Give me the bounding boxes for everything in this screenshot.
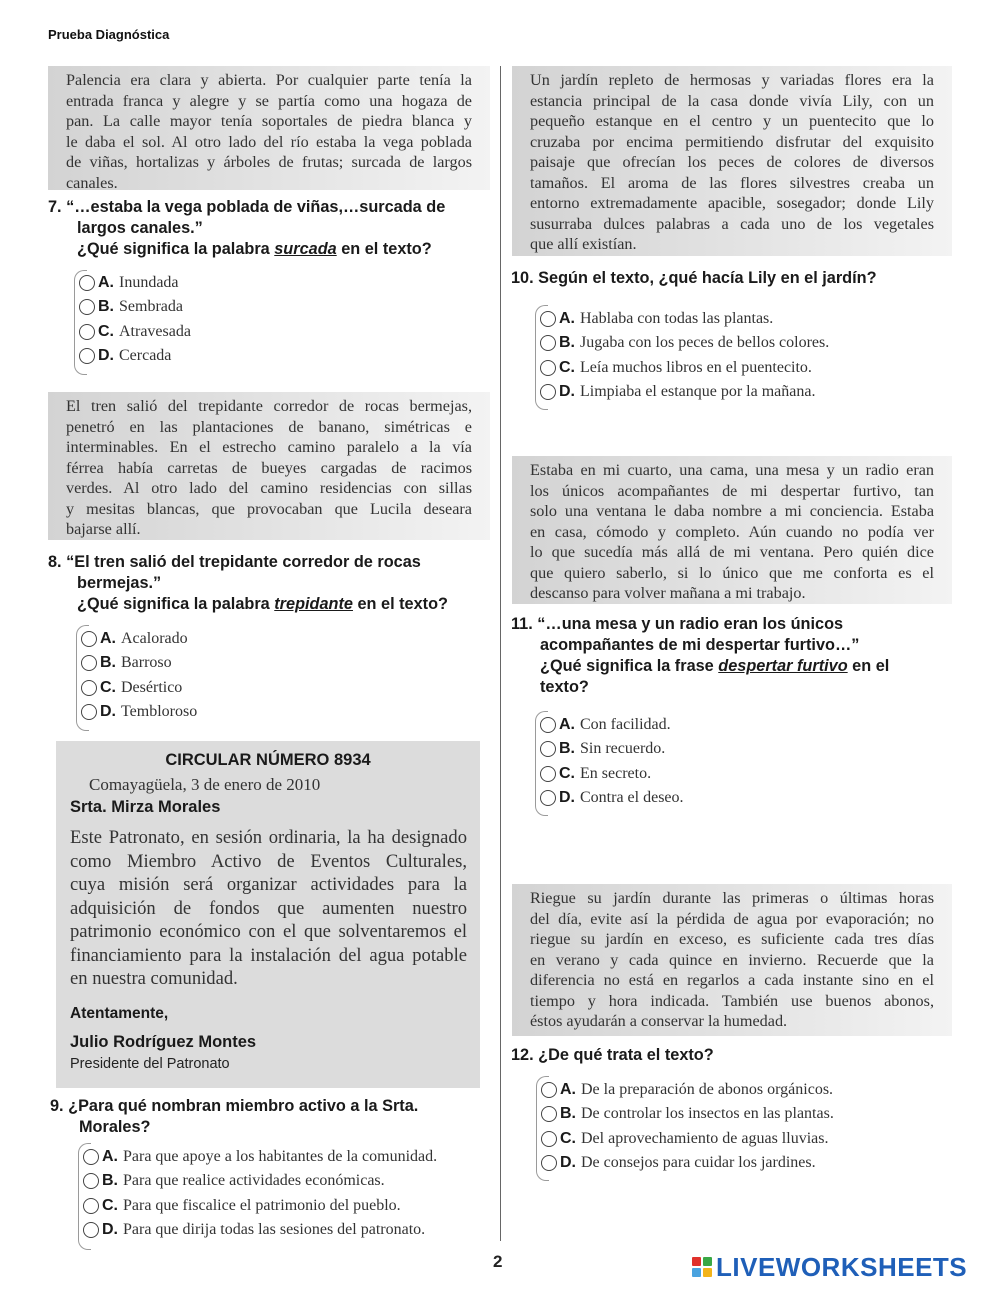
radio-button[interactable]: [540, 790, 556, 806]
option-letter: D.: [98, 347, 114, 365]
text-line: bajarse allí.: [66, 520, 141, 538]
option-letter: A.: [102, 1148, 118, 1166]
question-text: en el: [847, 657, 890, 675]
text-line: descanso para volver mañana a mi trabajo.: [530, 584, 806, 602]
question-text: Según el texto, ¿qué hacía Lily en el jardín?: [538, 269, 877, 287]
radio-button[interactable]: [540, 384, 556, 400]
question-text: en el texto?: [352, 595, 448, 613]
text-line: paisaje que ofrecían los peces de colores de diversos: [530, 153, 934, 171]
radio-button[interactable]: [541, 1155, 557, 1171]
option-text: Acalorado: [121, 630, 188, 648]
radio-button[interactable]: [540, 360, 556, 376]
column-divider: [500, 66, 501, 1241]
option-text: De la preparación de abonos orgánicos.: [581, 1081, 834, 1099]
reading-passage-12: [512, 884, 952, 1036]
text-line: de viñas, hortalizas y árboles de frutas; surcada de largos: [66, 153, 472, 171]
options-12: [541, 1078, 834, 1175]
question-text: “…estaba la vega poblada de viñas,…surcada de: [66, 198, 446, 216]
radio-button[interactable]: [540, 311, 556, 327]
option-text: Para que dirija todas las sesiones del patronato.: [123, 1221, 426, 1239]
text-line: adquisición de fondos que aumenten nuestro: [70, 897, 467, 919]
answer-option[interactable]: [81, 627, 197, 651]
option-letter: A.: [559, 716, 575, 734]
reading-passage-7: [48, 66, 490, 190]
text-line: Este Patronato, en sesión ordinaria, la ha designado: [70, 827, 467, 848]
question-number: 9.: [50, 1097, 64, 1115]
option-text: De consejos para cuidar los jardines.: [581, 1154, 816, 1172]
radio-button[interactable]: [81, 704, 97, 720]
logo-block: [703, 1268, 712, 1277]
option-letter: B.: [560, 1105, 576, 1123]
answer-option[interactable]: [83, 1169, 437, 1193]
answer-option[interactable]: [541, 1102, 834, 1126]
radio-button[interactable]: [540, 741, 556, 757]
question-text: ¿Qué significa la frase: [540, 657, 719, 675]
text-line: lo que sucedía más allá de mi ventana. Pero quién dice: [530, 543, 934, 561]
option-text: Con facilidad.: [580, 716, 671, 734]
question-7: [48, 197, 493, 260]
answer-option[interactable]: [540, 713, 684, 737]
text-line: tamaños. El aroma de las flores silvestres creaba un: [530, 173, 934, 192]
options-8: [81, 627, 197, 724]
option-text: Inundada: [119, 274, 179, 292]
text-line: entorno extremadamente apacible, sosegador; donde Lily: [530, 194, 934, 212]
option-text: Sin recuerdo.: [580, 740, 666, 758]
question-10: [511, 268, 961, 289]
options-7: [79, 271, 191, 368]
text-line: El tren salió del trepidante corredor de rocas bermejas,: [66, 397, 472, 415]
text-line: riegue su jardín en exceso, es suficiente cada tres días: [530, 930, 934, 948]
text-line: que quiero saberlo, si lo único que me conforta es el: [530, 563, 934, 582]
answer-option[interactable]: [79, 295, 191, 319]
page-header: Prueba Diagnóstica: [48, 27, 170, 42]
circular-closing: Atentamente,: [70, 1005, 169, 1022]
option-text: Hablaba con todas las plantas.: [580, 310, 774, 328]
question-11: [511, 614, 961, 698]
text-line: que allí existían.: [530, 235, 637, 253]
question-text: ¿Para qué nombran miembro activo a la Srta.: [68, 1097, 419, 1115]
text-line: le daba el sol. Al otro lado del río estaba la vega poblada: [66, 132, 472, 151]
option-text: Barroso: [121, 654, 172, 672]
option-letter: C.: [102, 1196, 118, 1214]
option-letter: C.: [560, 1129, 576, 1147]
question-number: 8.: [48, 553, 62, 571]
answer-option[interactable]: [81, 676, 197, 700]
options-10: [540, 307, 829, 404]
question-text: largos canales.”: [77, 219, 203, 237]
question-text: Morales?: [79, 1118, 151, 1136]
radio-button[interactable]: [79, 348, 95, 364]
answer-option[interactable]: [540, 737, 684, 761]
option-text: Limpiaba el estanque por la mañana.: [580, 383, 816, 401]
circular-signer: Julio Rodríguez Montes: [70, 1033, 257, 1051]
option-text: Desértico: [121, 678, 183, 696]
text-line: diferencia no está en regarlos a cada instante sino en el: [530, 971, 934, 989]
text-line: susurraba dulces palabras a cada uno de los vegetales: [530, 214, 934, 233]
option-letter: A.: [559, 310, 575, 328]
text-line: verdes. Al otro lado del camino residencias con sillas: [66, 479, 472, 497]
option-text: En secreto.: [580, 764, 652, 782]
question-text: bermejas.”: [77, 574, 162, 592]
option-text: Para que apoye a los habitantes de la comunidad.: [123, 1148, 438, 1166]
question-text: ¿Qué significa la palabra: [77, 595, 275, 613]
text-line: estancia principal de la casa donde vivía Lily, con un: [530, 91, 934, 110]
keyword: despertar furtivo: [718, 657, 848, 675]
answer-option[interactable]: [541, 1127, 834, 1151]
text-line: pan. La calle mayor tenía soportales de piedra blanca y: [66, 112, 472, 130]
option-letter: B.: [559, 334, 575, 352]
circular-date: Comayagüela, 3 de enero de 2010: [89, 775, 321, 794]
keyword: trepidante: [274, 595, 353, 613]
circular-notice: [56, 741, 480, 1088]
answer-option[interactable]: [540, 356, 829, 380]
question-text: en el texto?: [336, 240, 432, 258]
question-8: [48, 552, 498, 615]
option-letter: D.: [559, 789, 575, 807]
radio-button[interactable]: [540, 766, 556, 782]
option-letter: A.: [100, 630, 116, 648]
question-text: “El tren salió del trepidante corredor de rocas: [66, 553, 421, 571]
text-line: entrada franca y alegre y se partía como una hogaza de: [66, 91, 472, 110]
option-text: Para que fiscalice el patrimonio del pueblo.: [123, 1196, 401, 1214]
question-text: “…una mesa y un radio eran los únicos: [537, 615, 844, 633]
text-line: patrimonio económico con el que solventaremos el: [70, 921, 467, 942]
option-text: Atravesada: [119, 322, 191, 340]
option-text: Cercada: [119, 347, 172, 365]
text-line: cuya misión será organizar actividades para la: [70, 874, 467, 895]
option-letter: B.: [559, 740, 575, 758]
answer-option[interactable]: [79, 271, 191, 295]
radio-button[interactable]: [79, 324, 95, 340]
text-line: en verano y cada quince en invierno. Recuerde que la: [530, 950, 934, 969]
liveworksheets-logo[interactable]: [692, 1254, 967, 1280]
question-number: 10.: [511, 269, 534, 287]
text-line: Riegue su jardín durante las primeras o últimas horas: [530, 889, 934, 907]
text-line: Un jardín repleto de hermosas y variadas flores era la: [530, 71, 934, 89]
option-text: Leía muchos libros en el puentecito.: [580, 358, 812, 376]
option-letter: B.: [100, 654, 116, 672]
text-line: Estaba en mi cuarto, una cama, una mesa y un radio eran: [530, 461, 934, 479]
circular-body: [70, 826, 467, 991]
text-line: y mesitas blancas, que provocaban que Lucila deseara: [66, 499, 472, 518]
answer-option[interactable]: [81, 651, 197, 675]
radio-button[interactable]: [81, 680, 97, 696]
text-line: financiamiento para la instalación del agua potable: [70, 944, 467, 966]
logo-blocks-icon: [692, 1257, 712, 1277]
radio-button[interactable]: [79, 299, 95, 315]
radio-button[interactable]: [79, 275, 95, 291]
text-line: canales.: [66, 173, 118, 192]
reading-passage-10: [512, 66, 952, 256]
text-line: como Miembro Activo de Eventos Culturales,: [70, 850, 467, 872]
question-text: texto?: [540, 678, 589, 696]
radio-button[interactable]: [541, 1131, 557, 1147]
question-number: 7.: [48, 198, 62, 216]
circular-title: CIRCULAR NÚMERO 8934: [165, 751, 371, 769]
text-line: los únicos acompañantes de mi despertar furtivo, tan: [530, 481, 934, 500]
logo-block: [692, 1268, 701, 1277]
radio-button[interactable]: [540, 335, 556, 351]
text-line: interminables. En el estrecho camino paralelo a la vía: [66, 438, 472, 456]
option-letter: C.: [559, 764, 575, 782]
text-line: solo una ventana le daba nombre a mi conciencia. Estaba: [530, 502, 934, 520]
text-line: en nuestra comunidad.: [70, 968, 238, 989]
option-letter: C.: [559, 358, 575, 376]
question-12: [511, 1045, 961, 1066]
option-letter: D.: [102, 1221, 118, 1239]
option-letter: D.: [560, 1154, 576, 1172]
option-text: Sembrada: [119, 298, 183, 316]
option-letter: D.: [559, 383, 575, 401]
option-letter: C.: [98, 322, 114, 340]
reading-passage-11: [512, 456, 952, 604]
page-number: 2: [493, 1252, 503, 1271]
option-letter: A.: [560, 1081, 576, 1099]
radio-button[interactable]: [541, 1082, 557, 1098]
keyword: surcada: [274, 240, 337, 258]
answer-option[interactable]: [541, 1151, 834, 1175]
text-line: Palencia era clara y abierta. Por cualquier parte tenía la: [66, 71, 472, 89]
reading-passage-8: [48, 392, 490, 540]
radio-button[interactable]: [81, 631, 97, 647]
answer-option[interactable]: [81, 700, 197, 724]
option-letter: B.: [98, 298, 114, 316]
answer-option[interactable]: [541, 1078, 834, 1102]
question-number: 11.: [511, 615, 533, 633]
radio-button[interactable]: [83, 1222, 99, 1238]
option-letter: D.: [100, 703, 116, 721]
question-text: ¿Qué significa la palabra: [77, 240, 275, 258]
radio-button[interactable]: [540, 717, 556, 733]
option-text: De controlar los insectos en las plantas.: [581, 1105, 834, 1123]
text-line: tiempo y hora indicada. También use buenos abonos,: [530, 991, 934, 1010]
answer-option[interactable]: [540, 786, 684, 810]
option-text: Del aprovechamiento de aguas lluvias.: [581, 1129, 829, 1147]
circular-role: Presidente del Patronato: [70, 1056, 230, 1072]
logo-block: [692, 1257, 701, 1266]
circular-addressee: Srta. Mirza Morales: [70, 798, 221, 816]
option-text: Tembloroso: [121, 703, 198, 721]
radio-button[interactable]: [83, 1149, 99, 1165]
text-line: férrea había carretas de bueyes cargadas de racimos: [66, 458, 472, 477]
radio-button[interactable]: [83, 1173, 99, 1189]
text-line: éstos ayudarán a conservar la humedad.: [530, 1012, 788, 1030]
radio-button[interactable]: [83, 1198, 99, 1214]
question-9: [50, 1096, 490, 1138]
radio-button[interactable]: [81, 655, 97, 671]
option-text: Contra el deseo.: [580, 789, 684, 807]
answer-option[interactable]: [83, 1194, 437, 1218]
answer-option[interactable]: [540, 380, 829, 404]
answer-option[interactable]: [83, 1218, 437, 1242]
text-line: del día, evite así la pérdida de agua por evaporación; no: [530, 909, 934, 928]
option-letter: A.: [98, 274, 114, 292]
text-line: en casa, cómodo y completo. Aún cuando no podía ver: [530, 522, 934, 541]
question-text: ¿De qué trata el texto?: [538, 1046, 714, 1064]
answer-option[interactable]: [540, 762, 684, 786]
option-letter: B.: [102, 1172, 118, 1190]
answer-option[interactable]: [79, 320, 191, 344]
text-line: cruzaba por encima permitiendo disfrutar del exquisito: [530, 132, 934, 151]
logo-block: [703, 1257, 712, 1266]
text-line: penetró en las plantaciones de banano, simétricas e: [66, 417, 472, 436]
text-line: pequeño estanque en el centro y un puentecito que lo: [530, 112, 934, 130]
option-letter: C.: [100, 678, 116, 696]
question-text: acompañantes de mi despertar furtivo…”: [540, 636, 860, 654]
options-11: [540, 713, 684, 810]
answer-option[interactable]: [540, 307, 829, 331]
logo-text: LIVEWORKSHEETS: [716, 1252, 968, 1282]
answer-option[interactable]: [83, 1145, 437, 1169]
option-text: Jugaba con los peces de bellos colores.: [580, 334, 830, 352]
answer-option[interactable]: [79, 344, 191, 368]
option-text: Para que realice actividades económicas.: [123, 1172, 385, 1190]
question-number: 12.: [511, 1046, 534, 1064]
answer-option[interactable]: [540, 331, 829, 355]
radio-button[interactable]: [541, 1106, 557, 1122]
options-9: [83, 1145, 437, 1242]
